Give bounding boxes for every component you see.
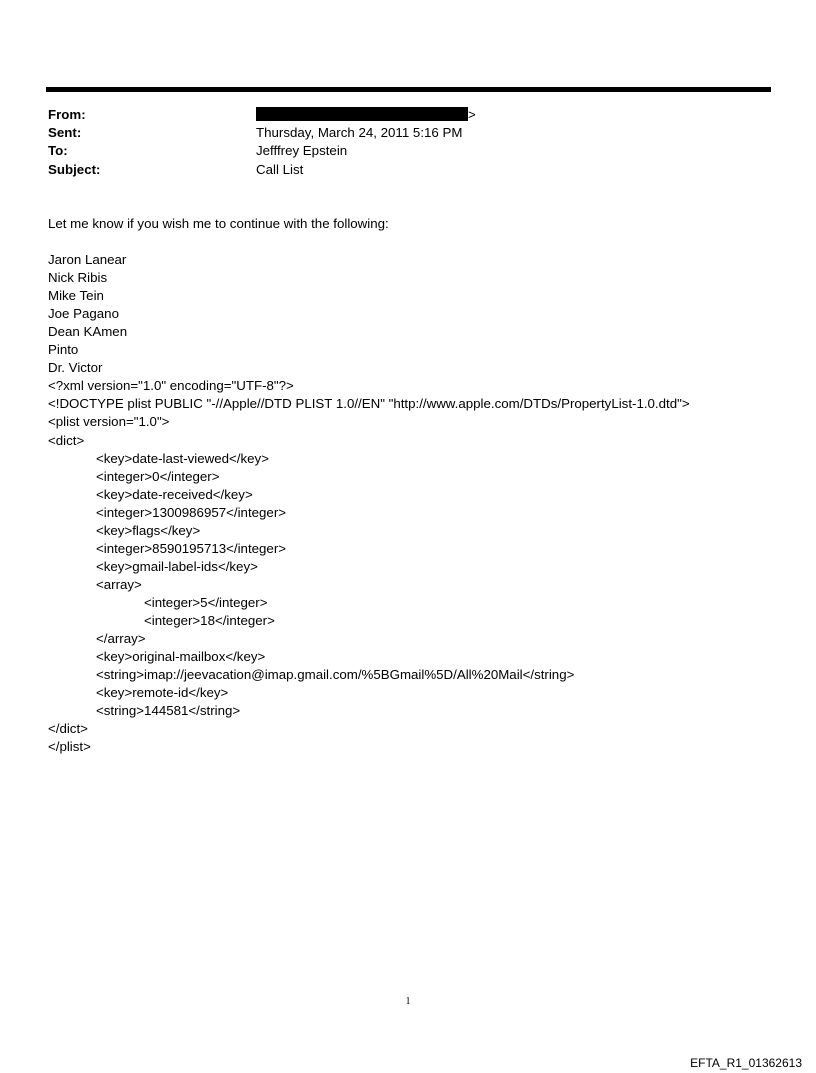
plist-entry: <array> bbox=[96, 576, 142, 592]
redaction-bar bbox=[256, 107, 468, 121]
name-item: Mike Tein bbox=[48, 288, 104, 304]
name-item: Nick Ribis bbox=[48, 270, 108, 286]
name-item: Dean KAmen bbox=[48, 324, 128, 340]
to-row bbox=[48, 142, 476, 160]
subject-row bbox=[48, 161, 476, 179]
plist-entry: </array> bbox=[96, 631, 146, 647]
plist-entry: <integer>1300986957</integer> bbox=[96, 504, 287, 520]
plist-entry: <string>144581</string> bbox=[96, 703, 241, 719]
from-label: From: bbox=[48, 107, 86, 122]
from-value-suffix: > bbox=[468, 107, 476, 122]
plist-entry: <key>original-mailbox</key> bbox=[96, 649, 266, 665]
to-label: To: bbox=[48, 143, 68, 159]
paragraph-gap bbox=[48, 233, 690, 251]
page-number: 1 bbox=[405, 996, 411, 1007]
email-body bbox=[48, 215, 690, 756]
doctype-line: <!DOCTYPE plist PUBLIC "-//Apple//DTD PLIST 1.0//EN" "http://www.apple.com/DTDs/PropertyList-1.0.dtd"> bbox=[48, 396, 690, 412]
xml-declaration: <?xml version="1.0" encoding="UTF-8"?> bbox=[48, 378, 294, 394]
sent-value: Thursday, March 24, 2011 5:16 PM bbox=[256, 125, 463, 141]
subject-label: Subject: bbox=[48, 161, 101, 177]
from-value bbox=[256, 106, 476, 124]
header-rule bbox=[46, 87, 771, 92]
name-item: Dr. Victor bbox=[48, 360, 103, 376]
plist-entry: <key>gmail-label-ids</key> bbox=[96, 558, 258, 574]
array-item: <integer>5</integer> bbox=[144, 594, 268, 610]
sent-row bbox=[48, 124, 476, 142]
plist-entry: <key>date-received</key> bbox=[96, 486, 253, 502]
dict-close: </dict> bbox=[48, 721, 88, 737]
plist-entry: <integer>0</integer> bbox=[96, 468, 220, 484]
from-row bbox=[48, 106, 476, 124]
name-item: Pinto bbox=[48, 342, 79, 358]
sent-label: Sent: bbox=[48, 125, 82, 141]
name-item: Jaron Lanear bbox=[48, 252, 127, 268]
plist-close: </plist> bbox=[48, 739, 91, 755]
to-value: Jefffrey Epstein bbox=[256, 143, 348, 159]
plist-entry: <key>flags</key> bbox=[96, 522, 201, 538]
plist-entry: <string>imap://jeevacation@imap.gmail.com/%5BGmail%5D/All%20Mail</string> bbox=[96, 667, 575, 683]
document-id: EFTA_R1_01362613 bbox=[690, 1056, 802, 1070]
array-item: <integer>18</integer> bbox=[144, 612, 275, 628]
name-item: Joe Pagano bbox=[48, 306, 119, 322]
plist-entry: <key>remote-id</key> bbox=[96, 685, 229, 701]
email-header bbox=[48, 106, 476, 179]
intro-text: Let me know if you wish me to continue with the following: bbox=[48, 216, 389, 231]
plist-entry: <key>date-last-viewed</key> bbox=[96, 450, 269, 466]
dict-open: <dict> bbox=[48, 432, 85, 448]
plist-entry: <integer>8590195713</integer> bbox=[96, 540, 287, 556]
subject-value: Call List bbox=[256, 161, 304, 177]
plist-open: <plist version="1.0"> bbox=[48, 414, 170, 430]
